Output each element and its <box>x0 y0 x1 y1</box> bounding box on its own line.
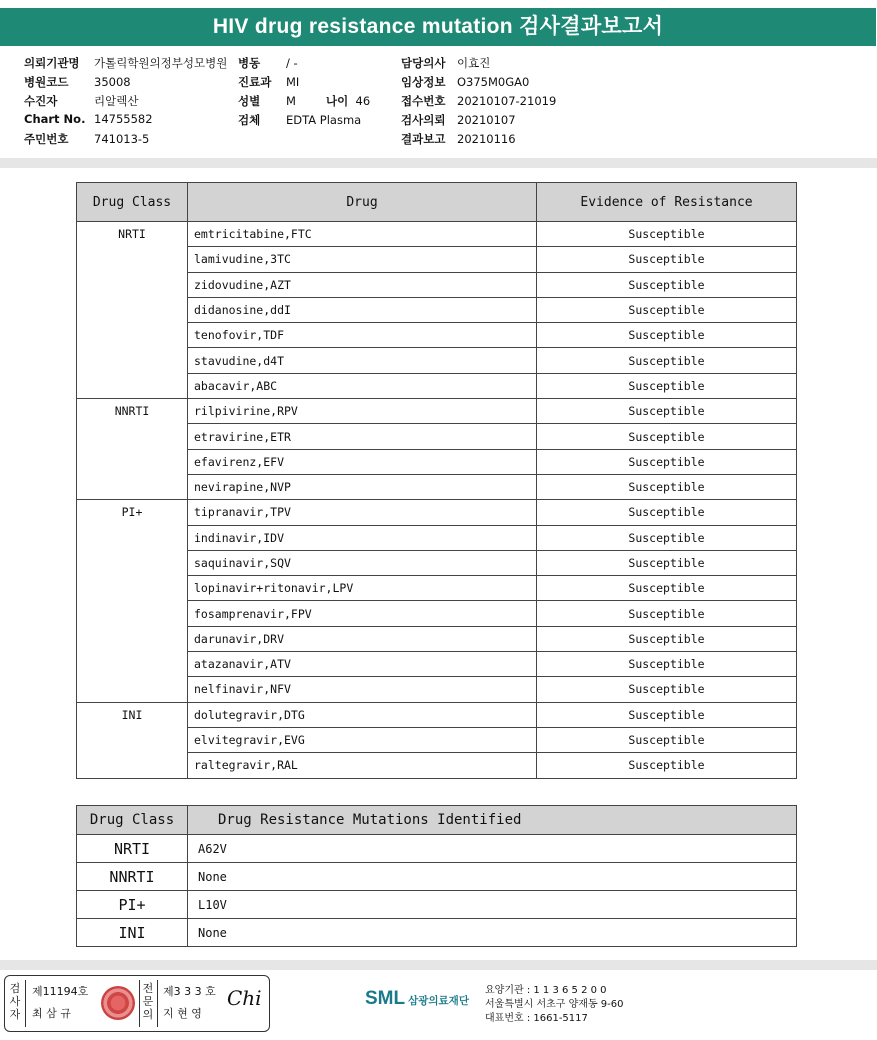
mutation-class-cell: NNRTI <box>77 863 188 891</box>
footer-divider <box>0 960 877 970</box>
table-row <box>77 222 797 247</box>
drug-class-cell: PI+ <box>77 500 188 702</box>
evidence-cell: Susceptible <box>537 753 797 778</box>
info-label: 검사의뢰 <box>401 113 446 127</box>
info-row <box>24 74 227 93</box>
evidence-cell: Susceptible <box>537 424 797 449</box>
drug-class-cell: NRTI <box>77 222 188 399</box>
patient-age <box>326 93 370 112</box>
tester-name: 최 삼 규 <box>32 1007 71 1020</box>
info-row <box>238 55 361 74</box>
seal-stamp <box>101 986 135 1020</box>
specialist-number: 제3 3 3 호 <box>163 985 216 998</box>
mutation-cell: L10V <box>188 891 797 919</box>
info-row <box>24 131 227 150</box>
drug-cell: stavudine,d4T <box>188 348 537 373</box>
info-label: 결과보고 <box>401 132 446 146</box>
mutation-class-cell: NRTI <box>77 835 188 863</box>
sml-logo <box>365 988 469 1010</box>
patient-info-col3 <box>401 55 556 150</box>
info-label: 수진자 <box>24 94 58 108</box>
drug-cell: elvitegravir,EVG <box>188 727 537 752</box>
info-value: EDTA Plasma <box>286 113 362 127</box>
evidence-cell: Susceptible <box>537 500 797 525</box>
drug-cell: raltegravir,RAL <box>188 753 537 778</box>
header-drug: Drug <box>188 183 537 222</box>
table-row <box>77 500 797 525</box>
mutation-class-cell: INI <box>77 919 188 947</box>
lab-address: 서울특별시 서초구 양재동 9-60 <box>485 999 624 1010</box>
evidence-cell: Susceptible <box>537 525 797 550</box>
evidence-cell: Susceptible <box>537 399 797 424</box>
info-value: 가톨릭학원의정부성모병원 <box>94 56 228 70</box>
header-drug-class: Drug Class <box>77 183 188 222</box>
age-value: 46 <box>355 94 371 108</box>
foundation-name: 삼광의료재단 <box>408 995 469 1007</box>
info-label: Chart No. <box>24 112 86 126</box>
info-value: 리알렉산 <box>94 94 139 108</box>
info-value: 741013-5 <box>94 132 150 146</box>
info-row <box>238 74 361 93</box>
mutation-cell: A62V <box>188 835 797 863</box>
info-label: 성별 <box>238 94 261 108</box>
evidence-cell: Susceptible <box>537 601 797 626</box>
info-label: 주민번호 <box>24 132 69 146</box>
top-margin <box>0 0 877 8</box>
tester-label: 검 사 자 <box>9 982 21 1021</box>
info-value: M <box>286 94 296 108</box>
evidence-cell: Susceptible <box>537 323 797 348</box>
evidence-cell: Susceptible <box>537 702 797 727</box>
info-row <box>24 112 227 131</box>
drug-cell: indinavir,IDV <box>188 525 537 550</box>
mutation-cell: None <box>188 863 797 891</box>
evidence-cell: Susceptible <box>537 727 797 752</box>
section-divider <box>0 158 877 168</box>
info-value: O375M0GA0 <box>457 75 530 89</box>
drug-cell: didanosine,ddI <box>188 297 537 322</box>
drug-cell: tipranavir,TPV <box>188 500 537 525</box>
drug-cell: nelfinavir,NFV <box>188 677 537 702</box>
info-row <box>401 112 556 131</box>
header-mutations: Drug Resistance Mutations Identified <box>188 806 797 835</box>
info-label: 진료과 <box>238 75 272 89</box>
resistance-table <box>76 182 797 779</box>
lab-phone: 대표번호 : 1661-5117 <box>485 1013 588 1024</box>
drug-cell: saquinavir,SQV <box>188 550 537 575</box>
info-label: 담당의사 <box>401 56 446 70</box>
evidence-cell: Susceptible <box>537 222 797 247</box>
drug-cell: zidovudine,AZT <box>188 272 537 297</box>
table-row <box>77 863 797 891</box>
tester-number: 제11194호 <box>32 985 89 998</box>
evidence-cell: Susceptible <box>537 272 797 297</box>
mutation-class-cell: PI+ <box>77 891 188 919</box>
specialist-name: 지 현 영 <box>163 1007 202 1020</box>
evidence-cell: Susceptible <box>537 550 797 575</box>
drug-cell: dolutegravir,DTG <box>188 702 537 727</box>
mutation-cell: None <box>188 919 797 947</box>
drug-cell: nevirapine,NVP <box>188 474 537 499</box>
report-title: HIV drug resistance mutation 검사결과보고서 <box>0 8 876 46</box>
info-label: 병동 <box>238 56 261 70</box>
evidence-cell: Susceptible <box>537 652 797 677</box>
info-value: 35008 <box>94 75 131 89</box>
evidence-cell: Susceptible <box>537 449 797 474</box>
info-value: 이효진 <box>457 56 491 70</box>
info-value: 20210107-21019 <box>457 94 557 108</box>
drug-cell: fosamprenavir,FPV <box>188 601 537 626</box>
info-label: 검체 <box>238 113 261 127</box>
evidence-cell: Susceptible <box>537 297 797 322</box>
drug-cell: etravirine,ETR <box>188 424 537 449</box>
info-label: 병원코드 <box>24 75 69 89</box>
signature-box <box>4 975 270 1032</box>
drug-cell: tenofovir,TDF <box>188 323 537 348</box>
info-row <box>24 55 227 74</box>
header-mut-drug-class: Drug Class <box>77 806 188 835</box>
drug-cell: abacavir,ABC <box>188 373 537 398</box>
table-row <box>77 919 797 947</box>
table-row <box>77 835 797 863</box>
evidence-cell: Susceptible <box>537 247 797 272</box>
age-label: 나이 <box>326 94 349 108</box>
header-evidence: Evidence of Resistance <box>537 183 797 222</box>
table-row <box>77 399 797 424</box>
evidence-cell: Susceptible <box>537 677 797 702</box>
evidence-cell: Susceptible <box>537 348 797 373</box>
drug-cell: efavirenz,EFV <box>188 449 537 474</box>
drug-cell: darunavir,DRV <box>188 626 537 651</box>
drug-cell: emtricitabine,FTC <box>188 222 537 247</box>
info-row <box>401 131 556 150</box>
info-label: 의뢰기관명 <box>24 56 80 70</box>
info-row <box>401 74 556 93</box>
info-value: MI <box>286 75 300 89</box>
drug-cell: atazanavir,ATV <box>188 652 537 677</box>
evidence-cell: Susceptible <box>537 576 797 601</box>
lab-info <box>485 984 624 1026</box>
lab-code: 요양기관 : 1 1 3 6 5 2 0 0 <box>485 985 607 996</box>
info-value: 14755582 <box>94 112 153 126</box>
info-row <box>401 93 556 112</box>
table-row <box>77 702 797 727</box>
drug-cell: rilpivirine,RPV <box>188 399 537 424</box>
drug-cell: lamivudine,3TC <box>188 247 537 272</box>
info-value: 20210116 <box>457 132 516 146</box>
mutation-table <box>76 805 797 947</box>
info-row <box>24 93 227 112</box>
info-value: / - <box>286 56 298 70</box>
drug-class-cell: NNRTI <box>77 399 188 500</box>
info-value: 20210107 <box>457 113 516 127</box>
evidence-cell: Susceptible <box>537 373 797 398</box>
evidence-cell: Susceptible <box>537 626 797 651</box>
patient-info-col1 <box>24 55 227 150</box>
signature: Chi <box>227 986 262 1010</box>
info-row <box>401 55 556 74</box>
specialist-label: 전 문 의 <box>142 982 154 1021</box>
logo-text: SML <box>365 988 406 1009</box>
info-row <box>238 112 361 131</box>
info-label: 임상정보 <box>401 75 446 89</box>
drug-cell: lopinavir+ritonavir,LPV <box>188 576 537 601</box>
drug-class-cell: INI <box>77 702 188 778</box>
info-label: 접수번호 <box>401 94 446 108</box>
table-row <box>77 891 797 919</box>
evidence-cell: Susceptible <box>537 474 797 499</box>
